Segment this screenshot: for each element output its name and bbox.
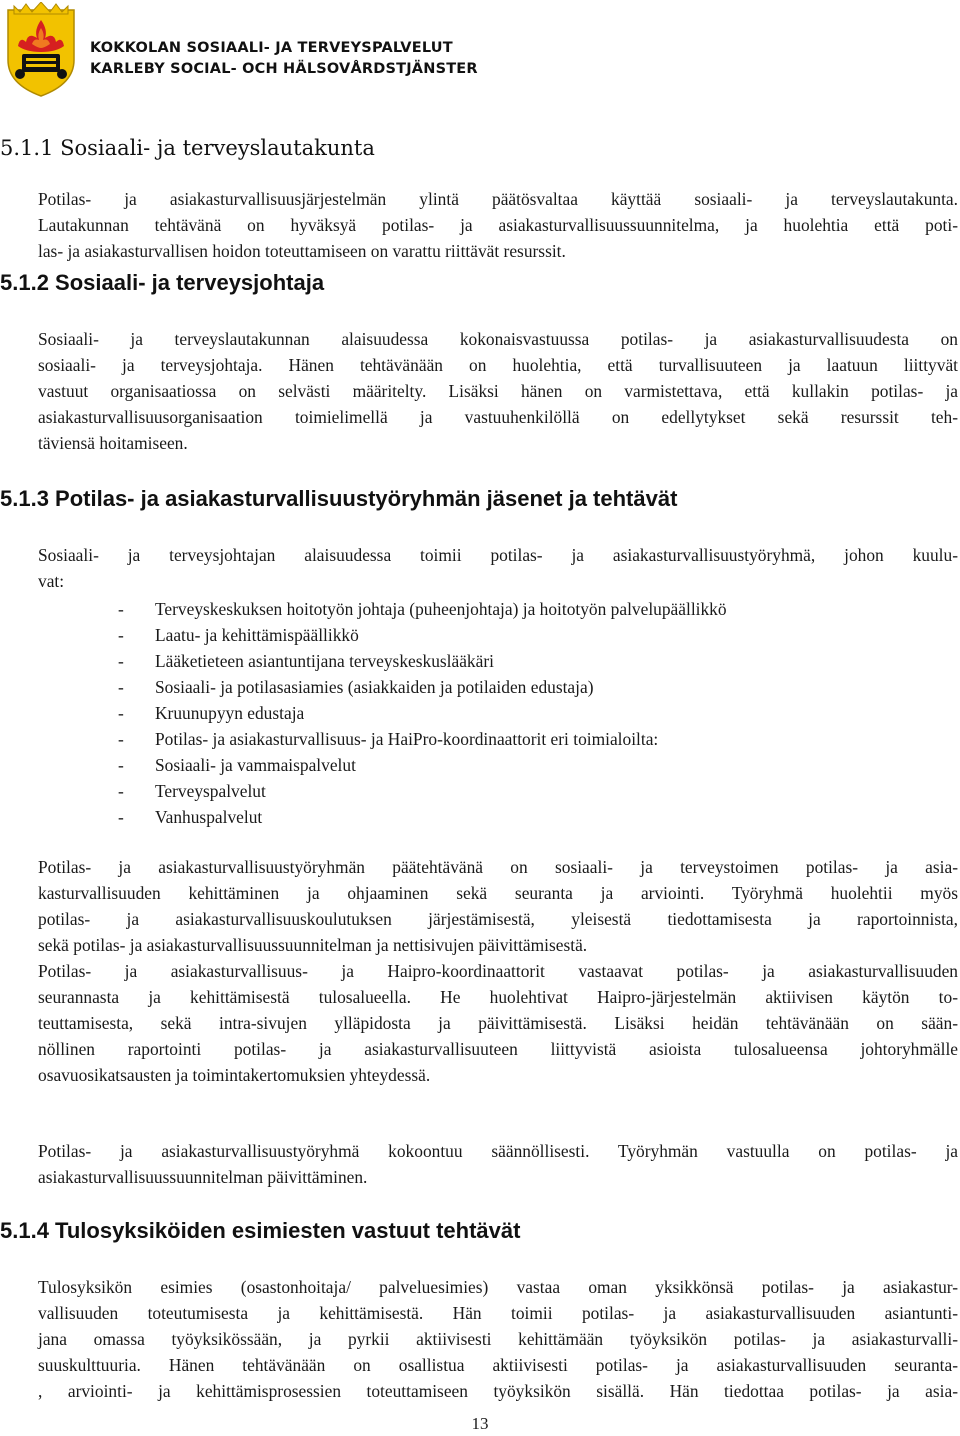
text-line: asiakasturvallisuussuunnitelman päivittäminen. (38, 1167, 368, 1187)
list-marker: - (118, 625, 124, 645)
paragraph-5-1-1 (38, 186, 958, 264)
text-line: vat: (38, 571, 65, 591)
list-marker: - (118, 755, 124, 775)
list-marker: - (118, 729, 124, 749)
list-item-text: Terveyskeskuksen hoitotyön johtaja (puheenjohtaja) ja hoitotyön palvelupäällikkö (155, 599, 727, 619)
list-item (118, 648, 727, 674)
organization-name-swedish: KARLEBY SOCIAL- OCH HÄLSOVÅRDSTJÄNSTER (90, 61, 478, 77)
organization-name (90, 38, 478, 80)
text-line: vastuut organisaatiossa on selvästi määritelty. Lisäksi hänen on varmistettava, että kullakin potilas- ja (38, 381, 958, 401)
text-line: Potilas- ja asiakasturvallisuustyöryhmän päätehtävänä on sosiaali- ja terveystoimen potilas- ja asia- (38, 857, 958, 877)
section-heading-5-1-4: 5.1.4 Tulosyksiköiden esimiesten vastuut tehtävät (0, 1218, 521, 1243)
text-line: nöllinen raportointi potilas- ja asiakasturvallisuuteen liittyvistä asioista tulosalueensa johtoryhmälle (38, 1039, 958, 1059)
text-line: Sosiaali- ja terveyslautakunnan alaisuudessa kokonaisvastuussa potilas- ja asiakasturvallisuudesta on (38, 329, 958, 349)
text-line: , arviointi- ja kehittämisprosessien toteuttamiseen työyksikön sisällä. Hän tiedottaa potilas- ja asia- (38, 1381, 958, 1401)
paragraph-5-1-4 (38, 1274, 958, 1404)
text-line: kasturvallisuuden kehittäminen ja ohjaaminen sekä seuranta ja arviointi. Työryhmä huolehtii myös (38, 883, 958, 903)
list-item-text: Sosiaali- ja vammaispalvelut (155, 755, 356, 775)
list-marker: - (118, 703, 124, 723)
text-line: vallisuuden toteutumisesta ja kehittämisestä. Hän toimii potilas- ja asiakasturvallisuuden asiantunti- (38, 1303, 958, 1323)
list-item (118, 752, 727, 778)
text-line: täviensä hoitamiseen. (38, 433, 188, 453)
list-item-text: Potilas- ja asiakasturvallisuus- ja HaiPro-koordinaattorit eri toimialoilta: (155, 729, 659, 749)
section-heading-5-1-3: 5.1.3 Potilas- ja asiakasturvallisuustyöryhmän jäsenet ja tehtävät (0, 486, 678, 511)
text-line: las- ja asiakasturvallisen hoidon toteuttamiseen on varattu riittävät resurssit. (38, 241, 566, 261)
text-line: Tulosyksikön esimies (osastonhoitaja/ palveluesimies) vastaa oman yksikkönsä potilas- ja asiakastur- (38, 1277, 958, 1297)
list-item-text: Kruunupyyn edustaja (155, 703, 305, 723)
section-heading-5-1-1: 5.1.1 Sosiaali- ja terveyslautakunta (0, 136, 375, 160)
section-heading-5-1-2: 5.1.2 Sosiaali- ja terveysjohtaja (0, 270, 325, 295)
list-item (118, 700, 727, 726)
paragraph-5-1-3-coordinators (38, 958, 958, 1088)
list-item (118, 778, 727, 804)
list-item (118, 622, 727, 648)
text-line: sekä potilas- ja asiakasturvallisuussuunnitelman ja nettisivujen päivittämisestä. (38, 935, 588, 955)
text-line: Potilas- ja asiakasturvallisuustyöryhmä kokoontuu säännöllisesti. Työryhmän vastuulla on potilas- ja (38, 1141, 958, 1161)
text-line: osavuosikatsausten ja toimintakertomuksien yhteydessä. (38, 1065, 431, 1085)
list-item-text: Sosiaali- ja potilasasiamies (asiakkaiden ja potilaiden edustaja) (155, 677, 594, 697)
text-line: teuttamisesta, sekä intra-sivujen ylläpidosta ja päivittämisestä. Lisäksi heidän tehtävänään on sään- (38, 1013, 958, 1033)
list-item-text: Vanhuspalvelut (155, 807, 263, 827)
list-marker: - (118, 599, 124, 619)
list-item (118, 596, 727, 622)
list-item-text: Terveyspalvelut (155, 781, 266, 801)
text-line: Lautakunnan tehtävänä on hyväksyä potilas- ja asiakasturvallisuussuunnitelma, ja huolehtia että poti- (38, 215, 958, 235)
paragraph-5-1-3-meetings (38, 1138, 958, 1190)
list-item (118, 726, 727, 752)
letterhead (0, 0, 960, 100)
list-marker: - (118, 651, 124, 671)
list-marker: - (118, 677, 124, 697)
paragraph-5-1-3-tasks (38, 854, 958, 958)
organization-name-finnish: KOKKOLAN SOSIAALI- JA TERVEYSPALVELUT (90, 40, 453, 56)
list-item-text: Lääketieteen asiantuntijana terveyskeskuslääkäri (155, 651, 494, 671)
list-item (118, 804, 727, 830)
text-line: asiakasturvallisuusorganisaation toimielimellä ja vastuuhenkilöllä on edellytykset sekä resurssit teh- (38, 407, 958, 427)
text-line: Potilas- ja asiakasturvallisuus- ja Haipro-koordinaattorit vastaavat potilas- ja asiakasturvallisuuden (38, 961, 958, 981)
list-item-text: Laatu- ja kehittämispäällikkö (155, 625, 359, 645)
working-group-members-list (118, 596, 727, 830)
text-line: suuskulttuuria. Hänen tehtävänään on osallistua aktiivisesti potilas- ja asiakasturvallisuuden seuranta- (38, 1355, 958, 1375)
list-item (118, 674, 727, 700)
text-line: Potilas- ja asiakasturvallisuusjärjestelmän ylintä päätösvaltaa käyttää sosiaali- ja terveyslautakunta. (38, 189, 958, 209)
page-number: 13 (471, 1414, 489, 1433)
intro-paragraph-5-1-3 (38, 542, 958, 594)
paragraph-5-1-2 (38, 326, 958, 456)
text-line: jana omassa työyksikössään, ja pyrkii aktiivisesti kehittämään työyksikön potilas- ja asiakasturvalli- (38, 1329, 958, 1349)
text-line: Sosiaali- ja terveysjohtajan alaisuudessa toimii potilas- ja asiakasturvallisuustyöryhmä, johon kuulu- (38, 545, 958, 565)
list-marker: - (118, 807, 124, 827)
list-marker: - (118, 781, 124, 801)
coat-of-arms-logo (4, 2, 78, 98)
text-line: sosiaali- ja terveysjohtaja. Hänen tehtävänään on huolehtia, että turvallisuuteen ja laatuun liittyvät (38, 355, 958, 375)
text-line: potilas- ja asiakasturvallisuuskoulutuksen järjestämisestä, yleisestä tiedottamisesta ja raportoinnista, (38, 909, 958, 929)
text-line: seurannasta ja kehittämisestä tulosalueella. He huolehtivat Haipro-järjestelmän aktiivisen käytön to- (38, 987, 958, 1007)
